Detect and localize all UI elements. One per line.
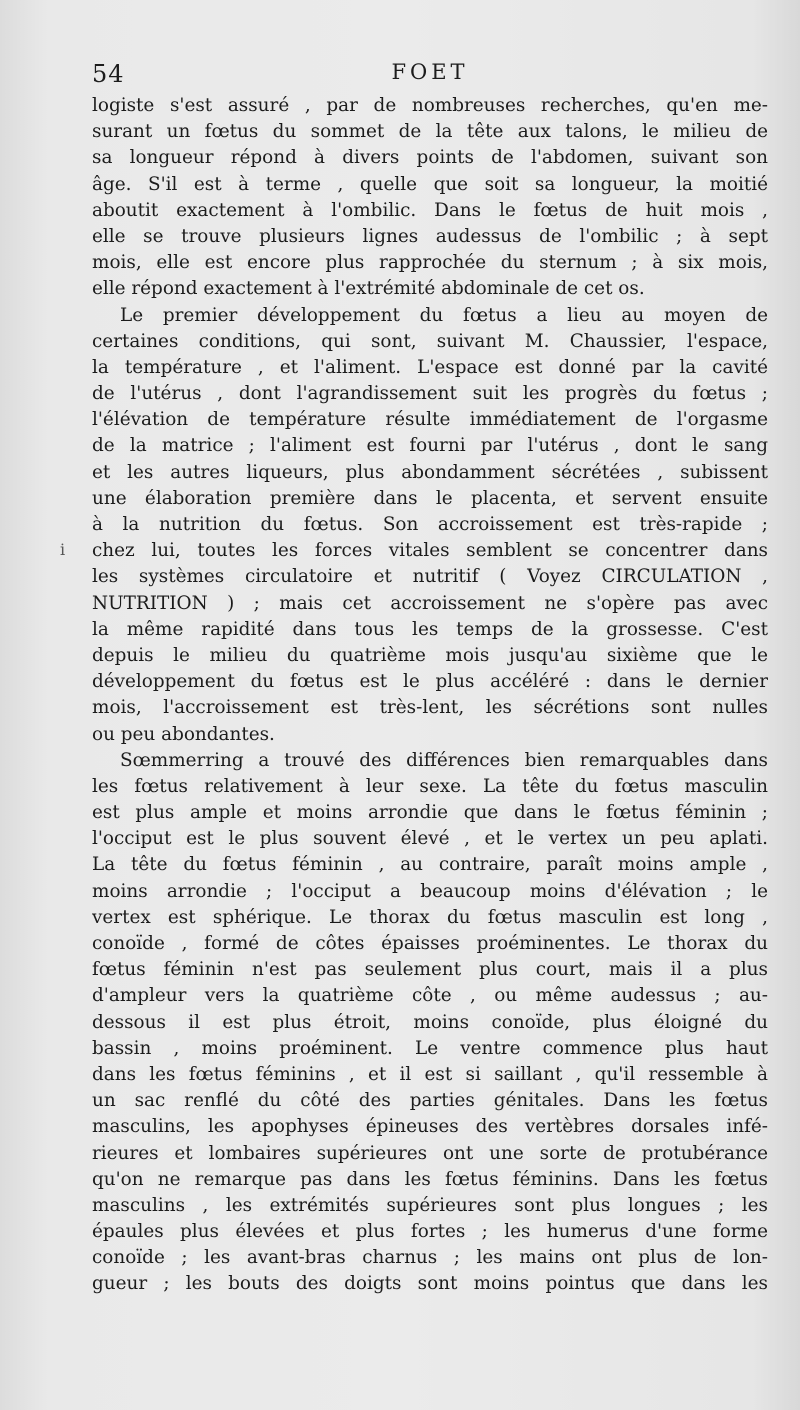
text-line: à la nutrition du fœtus. Son accroissement est très-rapide ;	[92, 514, 768, 535]
text-line: sa longueur répond à divers points de l'abdomen, suivant son	[92, 147, 768, 169]
text-line: Sœmmerring a trouvé des différences bien remarquables dans	[120, 749, 768, 771]
text-line: aboutit exactement à l'ombilic. Dans le fœtus de huit mois ,	[92, 199, 768, 221]
text-line: Le premier développement du fœtus a lieu au moyen de	[120, 304, 768, 326]
text-line: qu'on ne remarque pas dans les fœtus féminins. Dans les fœtus	[92, 1168, 768, 1190]
text-line: masculins , les extrémités supérieures sont plus longues ; les	[92, 1194, 768, 1216]
text-line: vertex est sphérique. Le thorax du fœtus masculin est long ,	[92, 906, 768, 928]
text-line: surant un fœtus du sommet de la tête aux talons, le milieu de	[92, 121, 768, 143]
text-line: ou peu abondantes.	[92, 723, 275, 745]
text-line: fœtus féminin n'est pas seulement plus court, mais il a plus	[92, 959, 768, 981]
text-line: rieures et lombaires supérieures ont une sorte de protubérance	[92, 1142, 768, 1164]
text-line: depuis le milieu du quatrième mois jusqu'au sixième que le	[92, 644, 768, 666]
text-line: l'occiput est le plus souvent élevé , et le vertex un peu aplati.	[92, 828, 768, 850]
text-line: les fœtus relativement à leur sexe. La tête du fœtus masculin	[92, 775, 768, 797]
text-line: les systèmes circulatoire et nutritif ( Voyez CIRCULATION ,	[92, 566, 768, 588]
margin-mark: i	[60, 540, 66, 559]
text-line: logiste s'est assuré , par de nombreuses recherches, qu'en me-	[92, 95, 768, 116]
text-line: est plus ample et moins arrondie que dans le fœtus féminin ;	[92, 802, 768, 824]
text-line: d'ampleur vers la quatrième côte , ou même audessus ; au-	[92, 985, 768, 1007]
text-line: de l'utérus , dont l'agrandissement suit les progrès du fœtus ;	[92, 383, 768, 405]
text-line: la même rapidité dans tous les temps de la grossesse. C'est	[92, 618, 768, 640]
text-line: l'élévation de température résulte immédiatement de l'orgasme	[92, 409, 768, 431]
text-line: dessous il est plus étroit, moins conoïde, plus éloigné du	[92, 1011, 768, 1033]
text-line: mois, elle est encore plus rapprochée du sternum ; à six mois,	[92, 252, 768, 274]
running-title: FOET	[391, 60, 469, 84]
text-line: épaules plus élevées et plus fortes ; les humerus d'une forme	[92, 1221, 768, 1243]
text-line: gueur ; les bouts des doigts sont moins pointus que dans les	[92, 1273, 768, 1295]
text-line: elle répond exactement à l'extrémité abdominale de cet os.	[92, 278, 645, 300]
text-line: La tête du fœtus féminin , au contraire, paraît moins ample ,	[92, 854, 768, 876]
text-line: dans les fœtus féminins , et il est si saillant , qu'il ressemble à	[92, 1063, 768, 1085]
text-line: elle se trouve plusieurs lignes audessus de l'ombilic ; à sept	[92, 225, 768, 247]
text-line: certaines conditions, qui sont, suivant M. Chaussier, l'espace,	[92, 330, 768, 352]
text-line: âge. S'il est à terme , quelle que soit sa longueur, la moitié	[92, 173, 768, 195]
text-line: une élaboration première dans le placenta, et servent ensuite	[92, 487, 768, 509]
text-line: NUTRITION ) ; mais cet accroissement ne s'opère pas avec	[92, 592, 768, 614]
page-header	[92, 60, 768, 90]
text-line: mois, l'accroissement est très-lent, les sécrétions sont nulles	[92, 697, 768, 719]
text-line: un sac renflé du côté des parties génitales. Dans les fœtus	[92, 1090, 768, 1112]
text-line: bassin , moins proéminent. Le ventre commence plus haut	[92, 1037, 768, 1059]
text-line: développement du fœtus est le plus accéléré : dans le dernier	[92, 671, 768, 693]
text-line: et les autres liqueurs, plus abondamment sécrétées , subissent	[92, 461, 768, 483]
text-line: la température , et l'aliment. L'espace est donné par la cavité	[92, 356, 768, 378]
text-line: moins arrondie ; l'occiput a beaucoup moins d'élévation ; le	[92, 880, 768, 902]
body-text	[92, 93, 768, 1298]
text-line: conoïde ; les avant-bras charnus ; les mains ont plus de lon-	[92, 1247, 768, 1269]
text-line: masculins, les apophyses épineuses des vertèbres dorsales infé-	[92, 1116, 768, 1138]
page-number: 54	[92, 60, 125, 88]
text-line: de la matrice ; l'aliment est fourni par l'utérus , dont le sang	[92, 435, 768, 457]
text-line: chez lui, toutes les forces vitales semblent se concentrer dans	[92, 540, 768, 562]
text-line: conoïde , formé de côtes épaisses proéminentes. Le thorax du	[92, 933, 768, 954]
